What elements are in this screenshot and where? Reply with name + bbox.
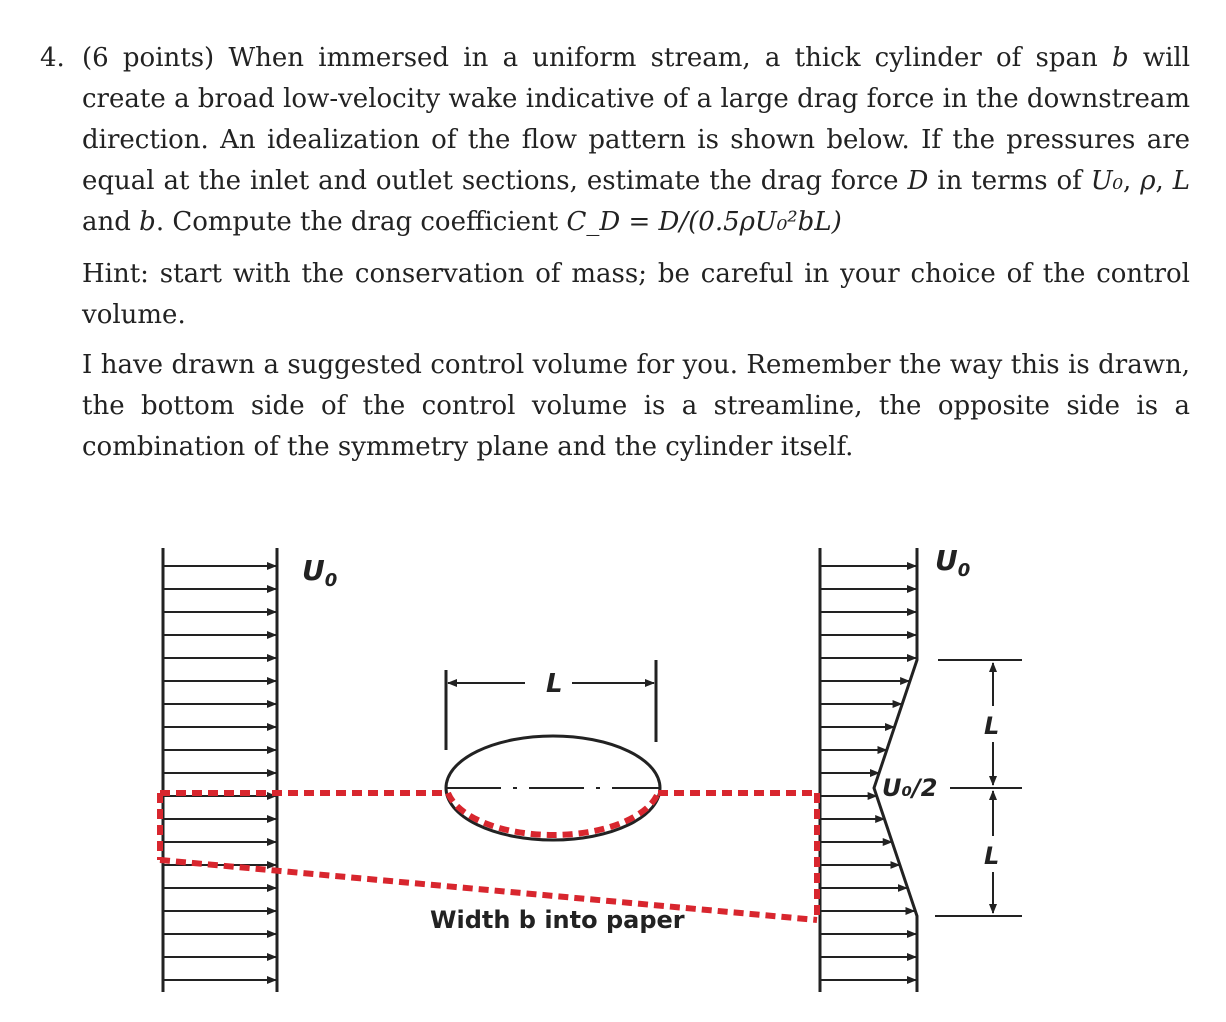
control-volume [160, 793, 817, 920]
outlet-velocity-profile [874, 548, 917, 992]
flow-diagram-svg [80, 480, 1200, 1018]
problem-line3: An idealization of the flow pattern is shown below. If the pressures are equal at the [82, 125, 1191, 196]
flow-diagram [80, 480, 1200, 1018]
symbol-U0: U₀ [1090, 166, 1124, 196]
cv-cylinder-lower [448, 793, 658, 835]
width-label: Width b into paper [430, 906, 685, 934]
problem-number: 4. [40, 43, 65, 73]
outlet-velocity-label: $U_0$ [935, 544, 971, 581]
problem-statement [40, 38, 1190, 243]
problem-line1-end: will create [82, 43, 1191, 114]
lower-length-label: L [984, 842, 1000, 870]
problem-line4c: Compute [172, 207, 292, 237]
symbol-b-2: b [139, 207, 156, 237]
drag-coefficient-formula: C_D = D/(0.5ρU₀²bL) [566, 207, 842, 237]
symbol-rho: ρ [1140, 166, 1156, 196]
symbol-D: D [907, 166, 929, 196]
symbol-b: b [1111, 43, 1129, 73]
problem-text: (6 points) When immersed in a uniform stream, a thick cylinder of span b will create a broad low-velocity wake indicative of a large drag force in the downstream direction. An idealization of the flow pattern is shown below. If the pressures are equal at the inlet and outlet sections, estimate the drag force D in terms of U₀, ρ, L and b. Compute the drag coefficient C_D = D/(0.5ρU₀²bL) [82, 43, 1191, 237]
inlet-velocity-label: $U_0$ [302, 554, 338, 591]
upper-length-label: L [984, 712, 1000, 740]
note-paragraph: I have drawn a suggested control volume for you. Remember the way this is drawn, the bottom side of the control volume is a streamline, the opposite side is a combination of the symmetry plane and the cylinder itself. [82, 350, 1190, 462]
problem-line2: a broad low-velocity wake indicative of a large drag force in the downstream direction. [82, 84, 1190, 155]
problem-line5a: the drag coefficient [300, 207, 559, 237]
problem-line1: When immersed in a uniform stream, a thick cylinder of span [228, 43, 1098, 73]
inlet-velocity-arrows [164, 566, 276, 980]
length-label: L [546, 669, 563, 699]
problem-line4a: inlet and outlet sections, estimate the drag force [249, 166, 899, 196]
symbol-L: L [1172, 166, 1191, 196]
half-velocity-label: U₀/2 [882, 774, 938, 802]
outlet-velocity-arrows [821, 566, 916, 980]
hint-paragraph: Hint: start with the conservation of mass; be careful in your choice of the control volume. [82, 259, 1190, 330]
word-and: and [82, 207, 131, 237]
problem-line4b: in terms of [937, 166, 1082, 196]
problem-points: (6 points) [82, 43, 215, 73]
